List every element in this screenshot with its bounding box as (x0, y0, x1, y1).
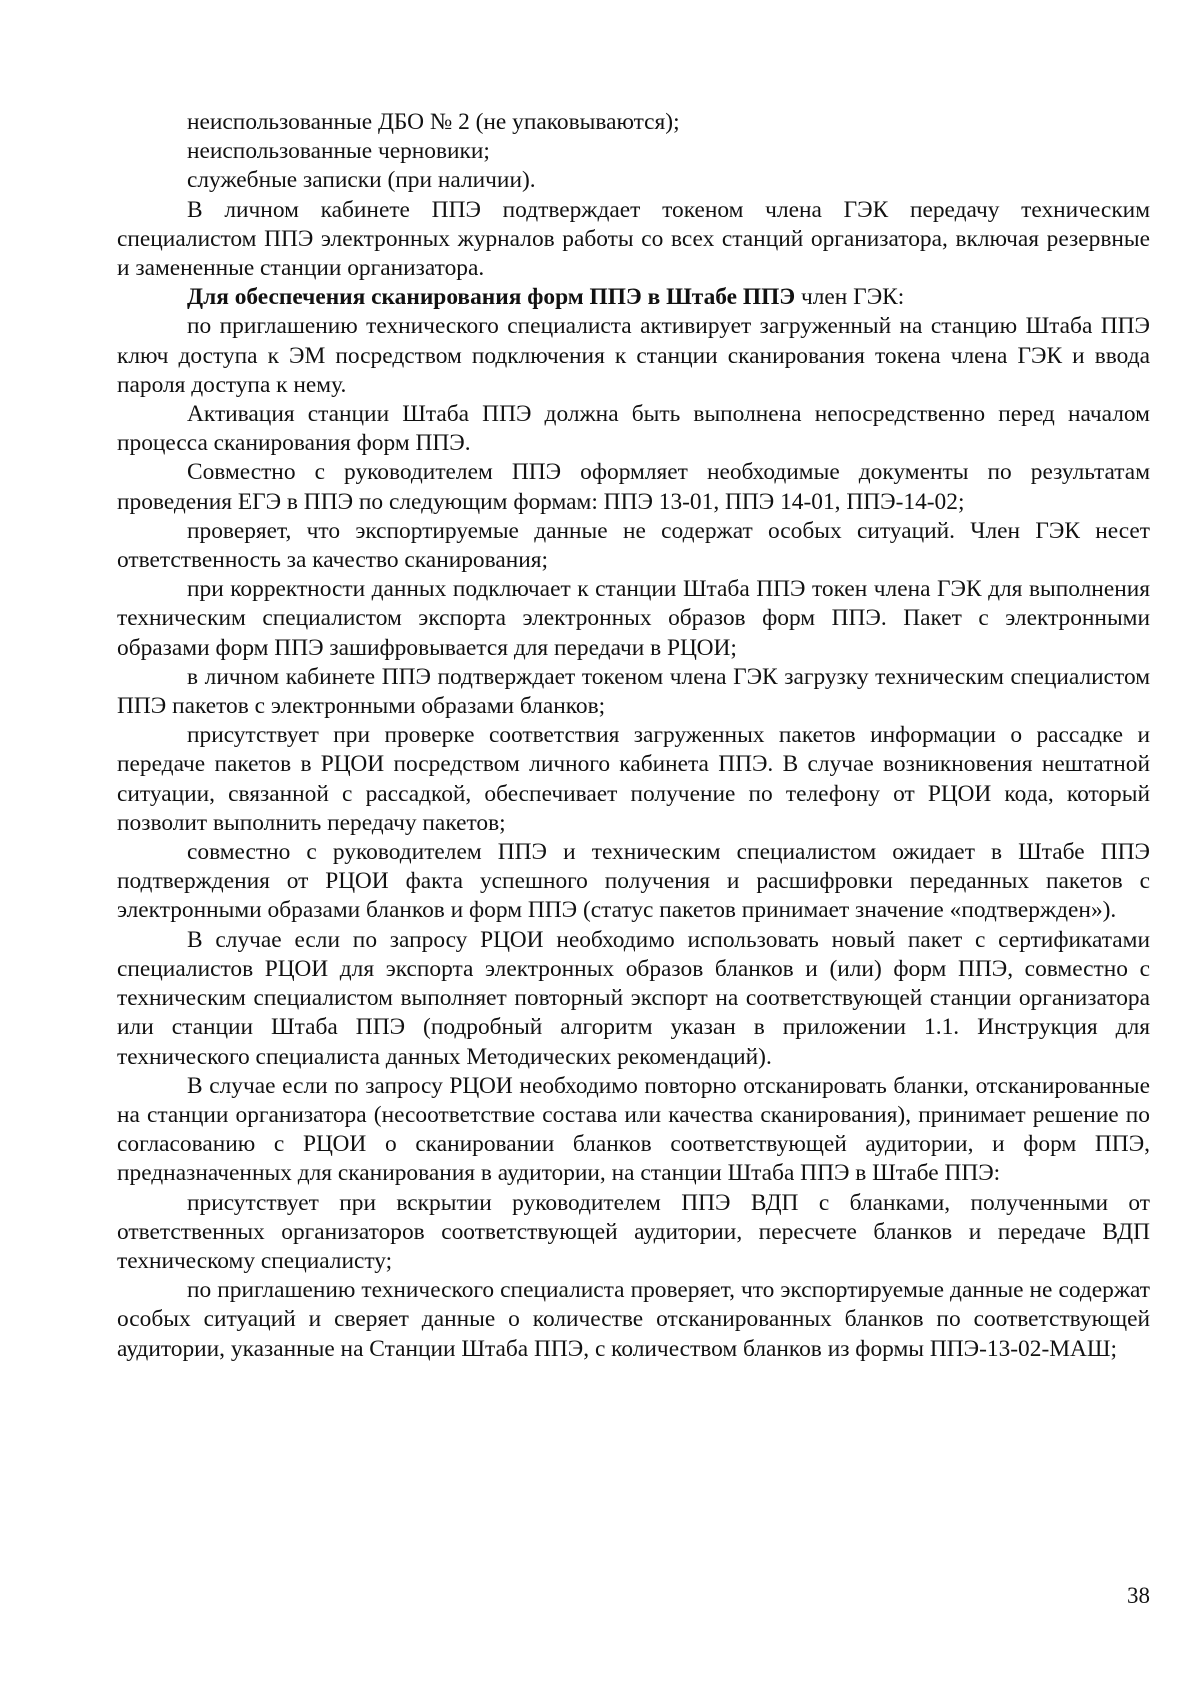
section-heading (117, 283, 1150, 312)
paragraph: служебные записки (при наличии). (187, 167, 536, 194)
paragraph: Активация станции Штаба ППЭ должна быть выполнена непосредственно перед началом процесса сканирования форм ППЭ. (117, 401, 1150, 457)
paragraph: В случае если по запросу РЦОИ необходимо повторно отсканировать бланки, отсканированные на станции организатора (несоответствие состава или качества сканирования), принимает решение по согласованию с РЦОИ о сканировании бланков соответствующей аудитории, и форм ППЭ, предназначенных для сканирования в аудитории, на станции Штаба ППЭ в Штабе ППЭ: (117, 1072, 1150, 1187)
document-page (117, 108, 1150, 1364)
section-heading-rest: член ГЭК: (795, 284, 905, 311)
section-heading-bold: Для обеспечения сканирования форм ППЭ в Штабе ППЭ (187, 284, 796, 311)
paragraph: Совместно с руководителем ППЭ оформляет необходимые документы по результатам проведения ЕГЭ в ППЭ по следующим формам: ППЭ 13-01, ППЭ 14-01, ППЭ-14-02; (117, 459, 1150, 515)
paragraph: при корректности данных подключает к станции Штаба ППЭ токен члена ГЭК для выполнения техническим специалистом экспорта электронных образов форм ППЭ. Пакет с электронными образами форм ППЭ зашифровывается для передачи в РЦОИ; (117, 576, 1150, 661)
paragraph: проверяет, что экспортируемые данные не содержат особых ситуаций. Член ГЭК несет ответственность за качество сканирования; (117, 517, 1150, 574)
paragraph: присутствует при вскрытии руководителем ППЭ ВДП с бланками, полученными от ответственных организаторов соответствующей аудитории, пересчете бланков и передаче ВДП техническому специалисту; (117, 1189, 1150, 1274)
paragraph: В случае если по запросу РЦОИ необходимо использовать новый пакет с сертификатами специалистов РЦОИ для экспорта электронных образов бланков и (или) форм ППЭ, совместно с техническим специалистом выполняет повторный экспорт на соответствующей станции организатора или станции Штаба ППЭ (подробный алгоритм указан в приложении 1.1. Инструкция для технического специалиста данных Методических рекомендаций). (117, 926, 1150, 1070)
paragraph: В личном кабинете ППЭ подтверждает токеном члена ГЭК передачу техническим специалистом ППЭ электронных журналов работы со всех станций организатора, включая резервные и замененные станции организатора. (117, 196, 1150, 282)
paragraph: неиспользованные ДБО № 2 (не упаковываются); (187, 109, 680, 135)
paragraph: совместно с руководителем ППЭ и техническим специалистом ожидает в Штабе ППЭ подтверждения от РЦОИ факта успешного получения и расшифровки переданных пакетов с электронными образами бланков и форм ППЭ (статус пакетов принимает значение «подтвержден»). (117, 839, 1150, 924)
paragraph: неиспользованные черновики; (187, 138, 490, 165)
paragraph: по приглашению технического специалиста проверяет, что экспортируемые данные не содержат особых ситуаций и сверяет данные о количестве отсканированных бланков по соответствующей аудитории, указанные на Станции Штаба ППЭ, с количеством бланков из формы ППЭ-13-02-МАШ; (117, 1277, 1150, 1362)
page-number: 38 (1127, 1583, 1150, 1608)
paragraph: присутствует при проверке соответствия загруженных пакетов информации о рассадке и передаче пакетов в РЦОИ посредством личного кабинета ППЭ. В случае возникновения нештатной ситуации, связанной с рассадкой, обеспечивает получение по телефону от РЦОИ кода, который позволит выполнить передачу пакетов; (117, 722, 1150, 836)
paragraph: по приглашению технического специалиста активирует загруженный на станцию Штаба ППЭ ключ доступа к ЭМ посредством подключения к станции сканирования токена члена ГЭК и ввода пароля доступа к нему. (117, 313, 1150, 398)
paragraph: в личном кабинете ППЭ подтверждает токеном члена ГЭК загрузку техническим специалистом ППЭ пакетов с электронными образами бланков; (117, 663, 1150, 720)
